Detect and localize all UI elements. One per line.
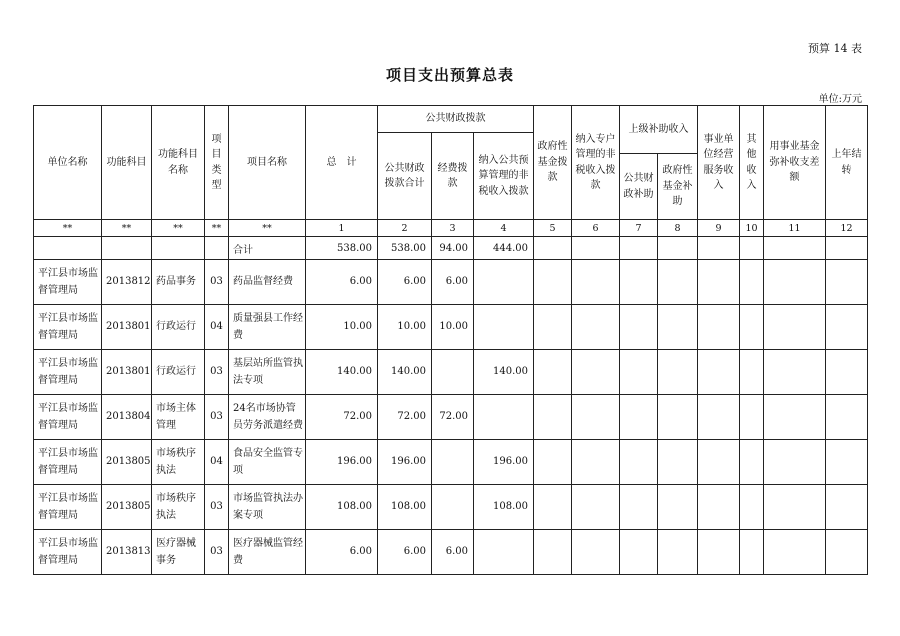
empty-cell bbox=[698, 305, 740, 350]
project-name-cell: 医疗器械监管经费 bbox=[229, 530, 306, 575]
pf-total-cell: 6.00 bbox=[378, 530, 432, 575]
empty-cell bbox=[534, 440, 572, 485]
func-name-cell: 医疗器械事务 bbox=[152, 530, 205, 575]
unit-name-cell: 平江县市场监督管理局 bbox=[34, 395, 102, 440]
project-name-cell: 基层站所监管执法专项 bbox=[229, 350, 306, 395]
empty-cell bbox=[698, 350, 740, 395]
empty-cell bbox=[658, 260, 698, 305]
index-cell: 1 bbox=[306, 220, 378, 237]
func-name-cell: 市场秩序执法 bbox=[152, 485, 205, 530]
project-type-cell: 04 bbox=[205, 440, 229, 485]
index-cell: 5 bbox=[534, 220, 572, 237]
header-gov-fund: 政府性基金拨款 bbox=[534, 106, 572, 220]
header-last-year: 上年结转 bbox=[826, 106, 868, 220]
index-cell: 12 bbox=[826, 220, 868, 237]
header-func-name: 功能科目名称 bbox=[152, 106, 205, 220]
total-row bbox=[34, 237, 868, 260]
empty-cell bbox=[826, 530, 868, 575]
empty-cell bbox=[698, 395, 740, 440]
header-upper-subsidy: 上级补助收入 bbox=[620, 106, 698, 154]
empty-cell bbox=[740, 350, 764, 395]
empty-cell bbox=[764, 440, 826, 485]
empty-cell bbox=[764, 395, 826, 440]
table-row bbox=[34, 440, 868, 485]
page-title: 项目支出预算总表 bbox=[385, 66, 514, 84]
index-cell: 6 bbox=[572, 220, 620, 237]
header-pf-nontax: 纳入公共预算管理的非税收入拨款 bbox=[474, 133, 534, 220]
header-special-nontax: 纳入专户管理的非税收入拨款 bbox=[572, 106, 620, 220]
pf-nontax-cell bbox=[474, 305, 534, 350]
unit-name-cell: 平江县市场监督管理局 bbox=[34, 485, 102, 530]
empty-cell bbox=[698, 260, 740, 305]
table-row bbox=[34, 260, 868, 305]
project-type-cell: 03 bbox=[205, 395, 229, 440]
project-type-cell: 03 bbox=[205, 260, 229, 305]
table-row bbox=[34, 395, 868, 440]
total-cell: 6.00 bbox=[306, 530, 378, 575]
empty-cell bbox=[658, 530, 698, 575]
index-cell: 8 bbox=[658, 220, 698, 237]
project-name-cell: 质量强县工作经费 bbox=[229, 305, 306, 350]
header-unit-name: 单位名称 bbox=[34, 106, 102, 220]
total-blank-4 bbox=[205, 237, 229, 260]
empty-cell bbox=[620, 485, 658, 530]
empty-cell bbox=[572, 530, 620, 575]
empty-cell bbox=[658, 485, 698, 530]
index-cell: ** bbox=[34, 220, 102, 237]
empty-cell bbox=[620, 260, 658, 305]
empty-cell bbox=[658, 440, 698, 485]
table-body bbox=[34, 220, 868, 575]
pf-total-cell: 72.00 bbox=[378, 395, 432, 440]
total-blank-2 bbox=[102, 237, 152, 260]
total-blank-1 bbox=[34, 237, 102, 260]
empty-cell bbox=[658, 305, 698, 350]
empty-cell bbox=[826, 440, 868, 485]
empty-cell bbox=[534, 395, 572, 440]
header-pf-total: 公共财政拨款合计 bbox=[378, 133, 432, 220]
pf-fee-cell bbox=[432, 440, 474, 485]
empty-cell bbox=[620, 395, 658, 440]
project-name-cell: 食品安全监管专项 bbox=[229, 440, 306, 485]
unit-name-cell: 平江县市场监督管理局 bbox=[34, 530, 102, 575]
empty-cell bbox=[620, 530, 658, 575]
empty-cell bbox=[534, 305, 572, 350]
table-row bbox=[34, 530, 868, 575]
header-project-name: 项目名称 bbox=[229, 106, 306, 220]
pf-nontax-cell: 196.00 bbox=[474, 440, 534, 485]
pf-nontax-cell: 140.00 bbox=[474, 350, 534, 395]
total-pf-total: 538.00 bbox=[378, 237, 432, 260]
empty-cell bbox=[740, 485, 764, 530]
index-cell: 7 bbox=[620, 220, 658, 237]
header-us-public: 公共财政补助 bbox=[620, 154, 658, 220]
total-pf-nontax: 444.00 bbox=[474, 237, 534, 260]
empty-cell bbox=[572, 350, 620, 395]
empty-cell bbox=[534, 350, 572, 395]
empty-cell bbox=[740, 395, 764, 440]
header-other-income: 其他收入 bbox=[740, 106, 764, 220]
empty-cell bbox=[572, 485, 620, 530]
empty-cell bbox=[572, 260, 620, 305]
func-name-cell: 药品事务 bbox=[152, 260, 205, 305]
project-type-cell: 04 bbox=[205, 305, 229, 350]
total-blank-3 bbox=[152, 237, 205, 260]
empty-cell bbox=[764, 260, 826, 305]
pf-total-cell: 108.00 bbox=[378, 485, 432, 530]
unit-name-cell: 平江县市场监督管理局 bbox=[34, 350, 102, 395]
empty-cell bbox=[764, 350, 826, 395]
empty-cell bbox=[572, 395, 620, 440]
func-code-cell: 2013805 bbox=[102, 485, 152, 530]
project-name-cell: 药品监督经费 bbox=[229, 260, 306, 305]
func-code-cell: 2013804 bbox=[102, 395, 152, 440]
total-cell: 6.00 bbox=[306, 260, 378, 305]
index-cell: 11 bbox=[764, 220, 826, 237]
func-name-cell: 市场秩序执法 bbox=[152, 440, 205, 485]
budget-table bbox=[33, 105, 868, 575]
total-blank-9 bbox=[698, 237, 740, 260]
index-cell: 10 bbox=[740, 220, 764, 237]
total-cell: 72.00 bbox=[306, 395, 378, 440]
pf-fee-cell bbox=[432, 485, 474, 530]
empty-cell bbox=[658, 350, 698, 395]
total-blank-12 bbox=[826, 237, 868, 260]
func-name-cell: 市场主体管理 bbox=[152, 395, 205, 440]
pf-fee-cell bbox=[432, 350, 474, 395]
pf-nontax-cell bbox=[474, 395, 534, 440]
project-type-cell: 03 bbox=[205, 530, 229, 575]
empty-cell bbox=[658, 395, 698, 440]
project-type-cell: 03 bbox=[205, 485, 229, 530]
index-row bbox=[34, 220, 868, 237]
index-cell: 9 bbox=[698, 220, 740, 237]
empty-cell bbox=[740, 440, 764, 485]
total-pf-fee: 94.00 bbox=[432, 237, 474, 260]
empty-cell bbox=[740, 530, 764, 575]
total-cell: 140.00 bbox=[306, 350, 378, 395]
empty-cell bbox=[534, 260, 572, 305]
header-func-code: 功能科目 bbox=[102, 106, 152, 220]
pf-fee-cell: 6.00 bbox=[432, 260, 474, 305]
pf-total-cell: 140.00 bbox=[378, 350, 432, 395]
empty-cell bbox=[620, 440, 658, 485]
empty-cell bbox=[572, 440, 620, 485]
empty-cell bbox=[764, 305, 826, 350]
project-type-cell: 03 bbox=[205, 350, 229, 395]
empty-cell bbox=[698, 485, 740, 530]
header-business-income: 事业单位经营服务收入 bbox=[698, 106, 740, 220]
index-cell: ** bbox=[152, 220, 205, 237]
func-code-cell: 2013801 bbox=[102, 305, 152, 350]
index-cell: ** bbox=[102, 220, 152, 237]
total-blank-10 bbox=[740, 237, 764, 260]
empty-cell bbox=[740, 305, 764, 350]
pf-fee-cell: 72.00 bbox=[432, 395, 474, 440]
empty-cell bbox=[826, 305, 868, 350]
header-project-type: 项目类型 bbox=[205, 106, 229, 220]
empty-cell bbox=[620, 305, 658, 350]
index-cell: ** bbox=[205, 220, 229, 237]
total-cell: 196.00 bbox=[306, 440, 378, 485]
header-public-finance: 公共财政拨款 bbox=[378, 106, 534, 133]
pf-total-cell: 196.00 bbox=[378, 440, 432, 485]
empty-cell bbox=[534, 530, 572, 575]
index-cell: ** bbox=[229, 220, 306, 237]
total-blank-11 bbox=[764, 237, 826, 260]
func-name-cell: 行政运行 bbox=[152, 305, 205, 350]
func-code-cell: 2013805 bbox=[102, 440, 152, 485]
empty-cell bbox=[826, 485, 868, 530]
total-cell: 108.00 bbox=[306, 485, 378, 530]
empty-cell bbox=[698, 530, 740, 575]
empty-cell bbox=[764, 530, 826, 575]
empty-cell bbox=[698, 440, 740, 485]
unit-label: 单位:万元 bbox=[818, 94, 862, 105]
func-code-cell: 2013801 bbox=[102, 350, 152, 395]
empty-cell bbox=[826, 350, 868, 395]
table-row bbox=[34, 305, 868, 350]
total-blank-8 bbox=[658, 237, 698, 260]
total-blank-6 bbox=[572, 237, 620, 260]
total-blank-7 bbox=[620, 237, 658, 260]
pf-total-cell: 6.00 bbox=[378, 260, 432, 305]
empty-cell bbox=[740, 260, 764, 305]
project-name-cell: 市场监管执法办案专项 bbox=[229, 485, 306, 530]
pf-nontax-cell bbox=[474, 530, 534, 575]
header-total: 总 计 bbox=[306, 106, 378, 220]
empty-cell bbox=[764, 485, 826, 530]
empty-cell bbox=[826, 260, 868, 305]
total-blank-5 bbox=[534, 237, 572, 260]
pf-fee-cell: 6.00 bbox=[432, 530, 474, 575]
project-name-cell: 24名市场协管员劳务派遣经费 bbox=[229, 395, 306, 440]
index-cell: 4 bbox=[474, 220, 534, 237]
empty-cell bbox=[534, 485, 572, 530]
empty-cell bbox=[572, 305, 620, 350]
table-row bbox=[34, 485, 868, 530]
table-row bbox=[34, 350, 868, 395]
header-reserve-fund: 用事业基金弥补收支差额 bbox=[764, 106, 826, 220]
total-label: 合计 bbox=[229, 237, 306, 260]
func-code-cell: 2013812 bbox=[102, 260, 152, 305]
form-number: 预算 14 表 bbox=[808, 42, 862, 55]
index-cell: 2 bbox=[378, 220, 432, 237]
header-us-fund: 政府性基金补助 bbox=[658, 154, 698, 220]
pf-nontax-cell: 108.00 bbox=[474, 485, 534, 530]
unit-name-cell: 平江县市场监督管理局 bbox=[34, 260, 102, 305]
pf-nontax-cell bbox=[474, 260, 534, 305]
func-name-cell: 行政运行 bbox=[152, 350, 205, 395]
pf-fee-cell: 10.00 bbox=[432, 305, 474, 350]
func-code-cell: 2013813 bbox=[102, 530, 152, 575]
unit-name-cell: 平江县市场监督管理局 bbox=[34, 305, 102, 350]
pf-total-cell: 10.00 bbox=[378, 305, 432, 350]
header-pf-fee: 经费拨款 bbox=[432, 133, 474, 220]
empty-cell bbox=[826, 395, 868, 440]
empty-cell bbox=[620, 350, 658, 395]
total-cell: 10.00 bbox=[306, 305, 378, 350]
total-amount: 538.00 bbox=[306, 237, 378, 260]
unit-name-cell: 平江县市场监督管理局 bbox=[34, 440, 102, 485]
index-cell: 3 bbox=[432, 220, 474, 237]
